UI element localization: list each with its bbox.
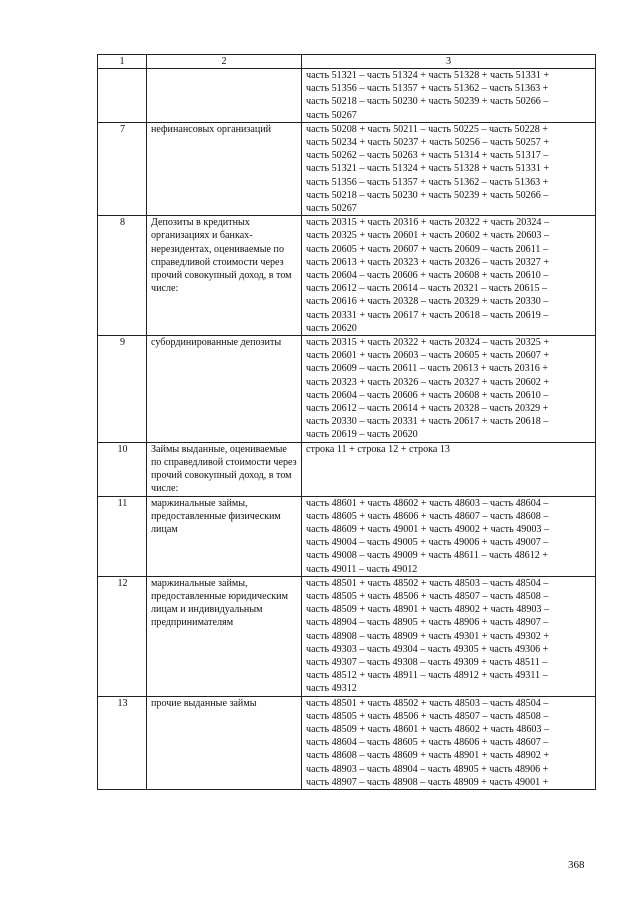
- formula-line: часть 20620: [306, 322, 357, 334]
- formula-line: часть 20619 – часть 20620: [306, 429, 418, 441]
- formula-line: часть 49303 – часть 49304 – часть 49305 + часть 49306 +: [306, 643, 549, 655]
- row-formula: [302, 216, 596, 336]
- formula-line: часть 48601 + часть 48602 + часть 48603 – часть 48604 –: [306, 497, 549, 509]
- formula-line: часть 50218 – часть 50230 + часть 50239 + часть 50266 –: [306, 96, 549, 108]
- row-number: 8: [98, 216, 147, 336]
- document-table: [97, 54, 596, 790]
- header-col-name: 2: [147, 55, 302, 69]
- row-formula: [302, 122, 596, 215]
- table-row: [98, 442, 596, 496]
- header-col-number: 1: [98, 55, 147, 69]
- formula-line: часть 20325 + часть 20601 + часть 20602 + часть 20603 –: [306, 230, 550, 242]
- table-row: [98, 69, 596, 123]
- row-formula: [302, 442, 596, 496]
- formula-line: часть 48903 – часть 48904 – часть 48905 + часть 48906 +: [306, 763, 549, 775]
- table-row: [98, 696, 596, 789]
- formula-line: часть 48908 – часть 48909 + часть 49301 + часть 49302 +: [306, 630, 550, 642]
- row-number: 9: [98, 336, 147, 443]
- formula-line: часть 20609 – часть 20611 – часть 20613 + часть 20316 +: [306, 363, 549, 375]
- formula-line: часть 50267: [306, 203, 357, 215]
- formula-line: часть 20604 – часть 20606 + часть 20608 + часть 20610 –: [306, 389, 549, 401]
- row-name: нефинансовых организаций: [147, 122, 302, 215]
- row-name: прочие выданные займы: [147, 696, 302, 789]
- formula-line: часть 50208 + часть 50211 – часть 50225 – часть 50228 +: [306, 123, 549, 135]
- formula-line: часть 49312: [306, 683, 357, 695]
- formula-line: часть 48509 + часть 48601 + часть 48602 + часть 48603 –: [306, 723, 550, 735]
- formula-line: часть 50234 + часть 50237 + часть 50256 – часть 50257 +: [306, 137, 550, 149]
- row-name: [147, 69, 302, 123]
- row-number: 13: [98, 696, 147, 789]
- row-name: маржинальные займы, предоставленные физическим лицам: [147, 496, 302, 576]
- row-formula: [302, 69, 596, 123]
- row-number: 11: [98, 496, 147, 576]
- formula-line: часть 20605 + часть 20607 + часть 20609 – часть 20611 –: [306, 243, 549, 255]
- formula-line: часть 20331 + часть 20617 + часть 20618 – часть 20619 –: [306, 309, 549, 321]
- table-row: [98, 336, 596, 443]
- formula-line: часть 50262 – часть 50263 + часть 51314 + часть 51317 –: [306, 150, 549, 162]
- formula-line: часть 49004 – часть 49005 + часть 49006 + часть 49007 –: [306, 537, 549, 549]
- formula-line: часть 20323 + часть 20326 – часть 20327 + часть 20602 +: [306, 376, 550, 388]
- formula-line: часть 20613 + часть 20323 + часть 20326 – часть 20327 +: [306, 256, 550, 268]
- formula-line: часть 50218 – часть 50230 + часть 50239 + часть 50266 –: [306, 189, 549, 201]
- row-name: маржинальные займы, предоставленные юридическим лицам и индивидуальным предпринимателям: [147, 576, 302, 696]
- formula-line: часть 51321 – часть 51324 + часть 51328 + часть 51331 +: [306, 163, 550, 175]
- table-row: [98, 122, 596, 215]
- header-col-formula: 3: [302, 55, 596, 69]
- formula-line: часть 20315 + часть 20322 + часть 20324 – часть 20325 +: [306, 337, 550, 349]
- row-number: 10: [98, 442, 147, 496]
- formula-line: часть 51356 – часть 51357 + часть 51362 – часть 51363 +: [306, 83, 549, 95]
- table-row: [98, 576, 596, 696]
- row-number: [98, 69, 147, 123]
- formula-line: часть 20330 – часть 20331 + часть 20617 + часть 20618 –: [306, 416, 549, 428]
- formula-line: часть 20612 – часть 20614 + часть 20328 – часть 20329 +: [306, 403, 549, 415]
- row-formula: [302, 336, 596, 443]
- formula-line: часть 49307 – часть 49308 – часть 49309 + часть 48511 –: [306, 656, 548, 668]
- row-number: 7: [98, 122, 147, 215]
- table-body: [98, 69, 596, 790]
- formula-line: часть 48505 + часть 48506 + часть 48507 – часть 48508 –: [306, 710, 549, 722]
- formula-line: часть 20612 – часть 20614 – часть 20321 – часть 20615 –: [306, 283, 548, 295]
- formula-line: строка 11 + строка 12 + строка 13: [306, 443, 450, 455]
- header-row: [98, 55, 596, 69]
- formula-line: часть 48609 + часть 49001 + часть 49002 + часть 49003 –: [306, 523, 550, 535]
- row-name: субординированные депозиты: [147, 336, 302, 443]
- row-name: Депозиты в кредитных организациях и банках-нерезидентах, оцениваемые по справедливой стоимости через прочий совокупный доход, в том числе:: [147, 216, 302, 336]
- formula-line: часть 49011 – часть 49012: [306, 563, 418, 575]
- row-formula: [302, 696, 596, 789]
- formula-line: часть 51321 – часть 51324 + часть 51328 + часть 51331 +: [306, 70, 550, 81]
- row-formula: [302, 576, 596, 696]
- formula-line: часть 20616 + часть 20328 – часть 20329 + часть 20330 –: [306, 296, 549, 308]
- formula-line: часть 48512 + часть 48911 – часть 48912 + часть 49311 –: [306, 670, 548, 682]
- formula-line: часть 48501 + часть 48502 + часть 48503 – часть 48504 –: [306, 697, 549, 709]
- formula-line: часть 48509 + часть 48901 + часть 48902 + часть 48903 –: [306, 604, 550, 616]
- table-row: [98, 496, 596, 576]
- formula-line: часть 48604 – часть 48605 + часть 48606 + часть 48607 –: [306, 737, 549, 749]
- formula-line: часть 50267: [306, 109, 357, 121]
- formula-line: часть 48907 – часть 48908 – часть 48909 + часть 49001 +: [306, 776, 549, 788]
- page-number: 368: [568, 859, 585, 871]
- formula-line: часть 20601 + часть 20603 – часть 20605 + часть 20607 +: [306, 350, 550, 362]
- table-row: [98, 216, 596, 336]
- formula-line: часть 48608 – часть 48609 + часть 48901 + часть 48902 +: [306, 750, 550, 762]
- formula-line: часть 48501 + часть 48502 + часть 48503 – часть 48504 –: [306, 577, 549, 589]
- formula-line: часть 51356 – часть 51357 + часть 51362 – часть 51363 +: [306, 176, 549, 188]
- formula-line: часть 49008 – часть 49009 + часть 48611 – часть 48612 +: [306, 550, 549, 562]
- row-number: 12: [98, 576, 147, 696]
- row-formula: [302, 496, 596, 576]
- formula-line: часть 48605 + часть 48606 + часть 48607 – часть 48608 –: [306, 510, 549, 522]
- formula-line: часть 20315 + часть 20316 + часть 20322 + часть 20324 –: [306, 217, 550, 229]
- formula-line: часть 48505 + часть 48506 + часть 48507 – часть 48508 –: [306, 590, 549, 602]
- row-name: Займы выданные, оцениваемые по справедливой стоимости через прочий совокупный доход, в том числе:: [147, 442, 302, 496]
- formula-line: часть 20604 – часть 20606 + часть 20608 + часть 20610 –: [306, 270, 549, 282]
- formula-line: часть 48904 – часть 48905 + часть 48906 + часть 48907 –: [306, 617, 549, 629]
